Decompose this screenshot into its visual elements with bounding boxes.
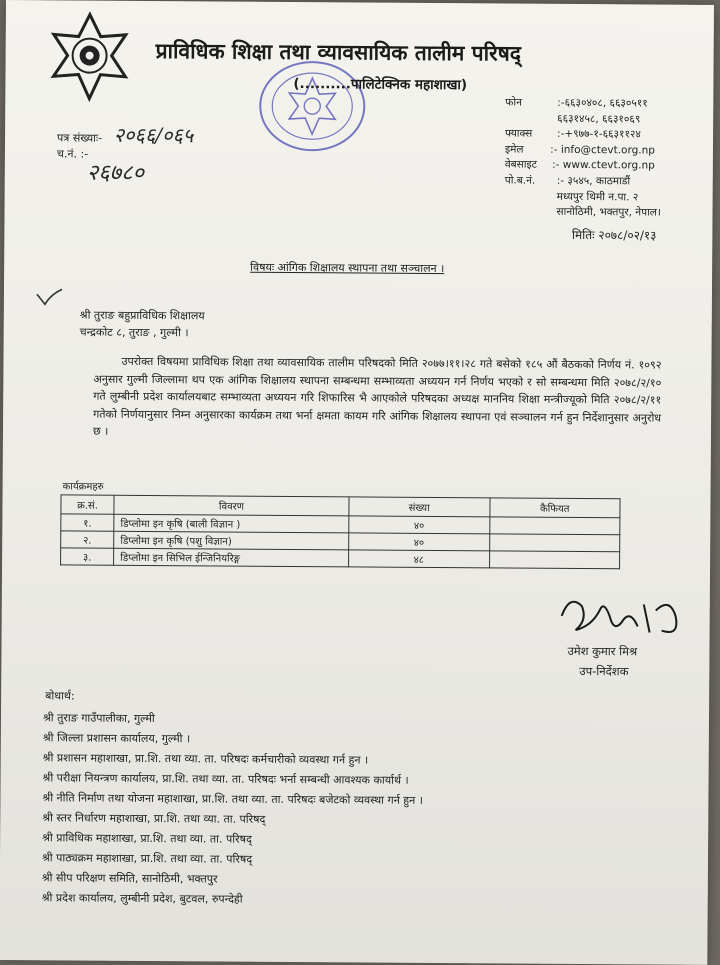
cc-item: श्री सीप परिक्षण समिति, सानोठिमी, भक्तपुर <box>41 871 218 886</box>
letter-number-label: पत्र संख्याः- <box>56 131 103 145</box>
signer-title: उप-निर्देशक <box>579 664 629 679</box>
cc-item: श्री स्तर निर्धारण महाशाखा, प्रा.शि. तथा व्या. ता. परिषद् <box>42 811 266 826</box>
dispatch-number-label: च.नं. :- <box>56 147 89 161</box>
letter-number <box>57 120 193 148</box>
cell-count: ४८ <box>348 550 489 568</box>
programs-heading: कार्यक्रमहरु <box>62 481 104 493</box>
cc-item: श्री नीति निर्माण तथा योजना महाशाखा, प्रा.शि. तथा व्या. ता. परिषदः बजेटको व्यवस्था गर्न हुन । <box>42 791 423 807</box>
sub-department: (..........पालिटेक्निक महाशाखा) <box>293 76 468 94</box>
address-line: मध्यपुर थिमी न.पा. २ <box>556 190 639 203</box>
contact-value: :-+९७७-१-६६३११२४ <box>557 128 641 141</box>
contact-block <box>504 95 661 221</box>
letter-body: उपरोक्त विषयमा प्राविधिक शिक्षा तथा व्यावसायिक तालीम परिषदको मिति २०७७।११।२८ गते बसेको १८५ औं बैठकको निर्णय नं. १०९२ अनुसार गुल्मी जिल्लामा थप एक आंगिक शिक्षालय स्थापना सम्बन्धमा सम्भाव्यता अध्ययन गर्न निर्णय भएको र सो सम्बन्धमा मिति २०७८/२/१० गते लुम्बीनी प्रदेश कार्यालयबाट सम्भाव्यता अध्ययन गरि शिफारिस भै आएकोले परिषदका अध्यक्ष माननिय शिक्षा मन्त्रीज्यूको मिति २०७८/२/११ गतेको निर्णयानुसार निम्न अनुसारका कार्यक्रम तथा भर्ना क्षमता कायम गरि आंगिक शिक्षालय स्थापना एवं सञ्चालन गर्न हुन निर्देशानुसार अनुरोध छ । <box>92 354 662 438</box>
contact-row <box>505 173 655 190</box>
official-stamp-icon <box>257 58 368 159</box>
programs-table <box>60 494 620 569</box>
checkmark-icon <box>34 286 64 312</box>
cell-remarks <box>489 534 620 552</box>
cc-item: श्री जिल्ला प्रशासन कार्यालय, गुल्मी । <box>42 731 191 746</box>
contact-label <box>505 111 557 127</box>
cell-count: ४० <box>349 516 490 534</box>
contact-value: ६६३१४५८, ६६३१०६९ <box>557 112 641 126</box>
cc-label: बोधार्थ: <box>45 689 75 703</box>
contact-value: :- www.ctevt.org.np <box>552 159 655 172</box>
signature-icon <box>551 586 691 651</box>
contact-value: :-६६३०४०८, ६६३०५११ <box>557 96 648 110</box>
contact-label: फोन <box>505 96 522 109</box>
column-header: कैफियत <box>490 498 621 518</box>
cc-item: श्री प्राविधिक महाशाखा, प्रा.शि. तथा व्या. ता. परिषद् <box>42 831 252 846</box>
cc-item: श्री प्रशासन महाशाखा, प्रा.शि. तथा व्या. ता. परिषदः कर्मचारीको व्यवस्था गर्न हुन । <box>42 751 369 767</box>
address-line: सानोठिमी, भक्तपुर, नेपाल। <box>556 206 661 219</box>
cell-sn: ३. <box>61 548 114 565</box>
contact-label: पो.ब.नं. <box>504 174 536 187</box>
contact-label: इमेल <box>504 143 524 156</box>
contact-row <box>505 127 655 144</box>
signer-name: उमेश कुमार मिश्र <box>567 643 638 659</box>
contact-row <box>505 142 655 159</box>
dispatch-number-value: २६७८० <box>86 160 145 186</box>
column-header: क्र.सं. <box>61 495 114 514</box>
addressee-line: श्री तुराङ बहुप्राविधिक शिक्षालय <box>79 308 205 323</box>
contact-value: :- ३५४५, काठमाडौं <box>556 174 631 188</box>
cc-item: श्री तुराङ गाउँपालीका, गुल्मी <box>42 711 155 726</box>
letter-subject: विषयः आंगिक शिक्षालय स्थापना तथा सञ्चालन । <box>250 260 445 276</box>
cell-count: ४० <box>348 533 489 551</box>
cc-item: श्री पाठ्यक्रम महाशाखा, प्रा.शि. तथा व्या. ता. परिषद् <box>41 851 253 866</box>
table-row <box>61 548 620 569</box>
contact-label: वेबसाइट <box>504 158 538 172</box>
cc-item: श्री परीक्षा नियन्त्रण कार्यालय, प्रा.शि. तथा व्या. ता. परिषदः भर्ना सम्बन्धी आवश्यक कार्यार्थ । <box>42 771 409 787</box>
contact-label: फ्याक्स <box>505 127 533 140</box>
cell-remarks <box>489 551 620 569</box>
cell-program: डिप्लोमा इन सिभिल ईन्जिनियरिङ्ग <box>114 548 349 567</box>
ctevt-logo-icon <box>43 10 136 107</box>
letter-number-value: २०६६/०६५ <box>113 122 194 148</box>
cell-program: डिप्लोमा इन कृषि (पशु विज्ञान) <box>114 531 349 550</box>
cell-sn: १. <box>61 514 114 531</box>
addressee-line: चन्द्रकोट ८, तुराङ , गुल्मी । <box>79 325 189 340</box>
letter-date: मितिः २०७८/०२/१३ <box>571 227 657 243</box>
contact-row <box>505 158 655 175</box>
column-header: संख्या <box>349 497 490 517</box>
cell-sn: २. <box>61 531 114 548</box>
organization-title: प्राविधिक शिक्षा तथा व्यावसायिक तालीम परिषद् <box>155 39 522 66</box>
cc-item: श्री प्रदेश कार्यालय, लुम्बीनी प्रदेश, बुटवल, रुपन्देही <box>41 891 243 906</box>
contact-row <box>505 95 655 112</box>
contact-row <box>505 111 655 128</box>
contact-value: :- info@ctevt.org.np <box>550 143 656 157</box>
cell-program: डिप्लोमा इन कृषि (बाली विज्ञान ) <box>114 514 349 533</box>
cell-remarks <box>489 517 620 535</box>
column-header: विवरण <box>114 495 349 516</box>
addressee-block <box>80 307 205 342</box>
